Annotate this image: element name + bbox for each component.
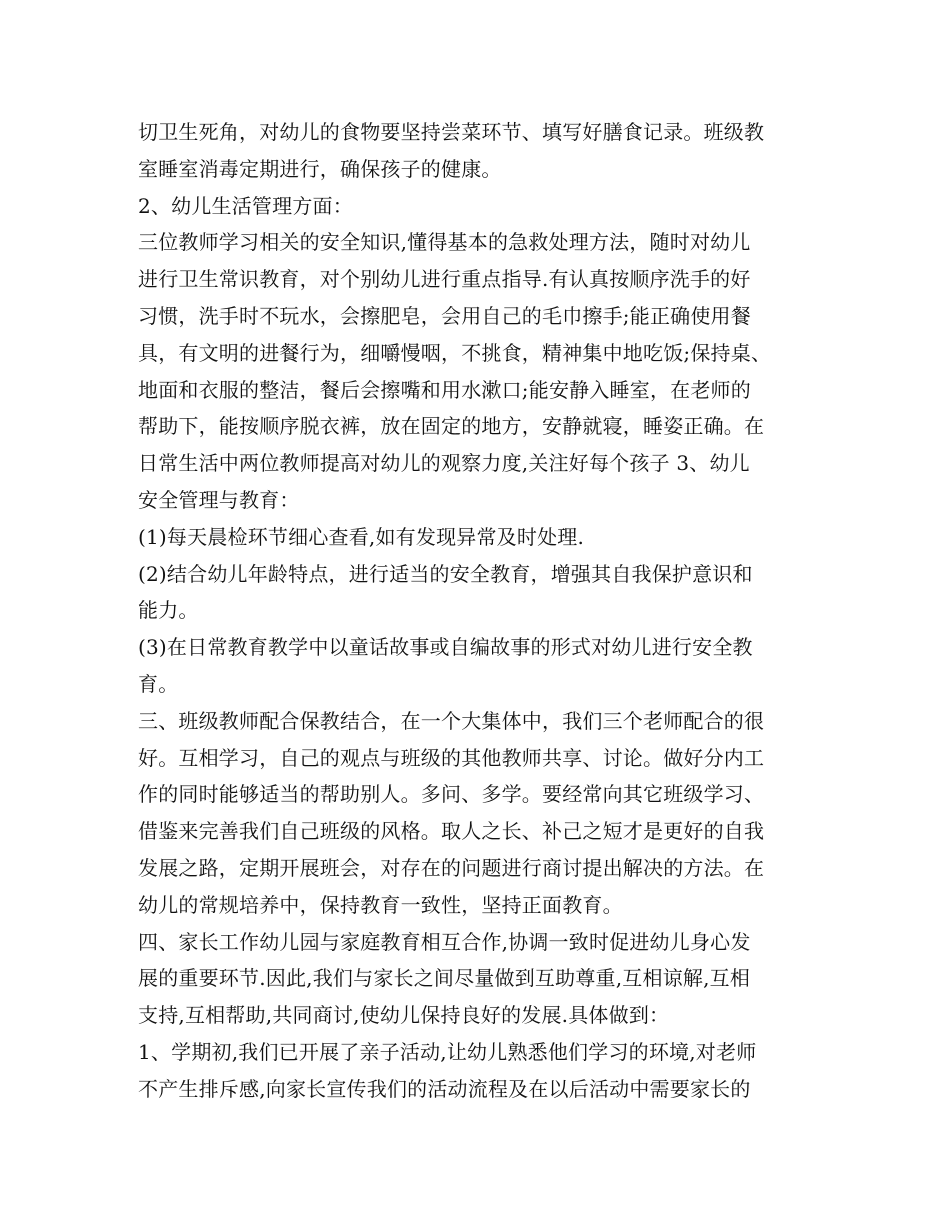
text-line: 不产生排斥感,向家长宣传我们的活动流程及在以后活动中需要家长的	[138, 1076, 751, 1101]
text-line: 室睡室消毒定期进行，确保孩子的健康。	[138, 156, 502, 181]
text-line: 进行卫生常识教育，对个别幼儿进行重点指导.有认真按顺序洗手的好	[138, 267, 751, 292]
list-item: 1、学期初,我们已开展了亲子活动,让幼儿熟悉他们学习的环境,对老师	[138, 1039, 757, 1064]
text-line: 借鉴来完善我们自己班级的风格。取人之长、补己之短才是更好的自我	[138, 819, 765, 844]
list-item: (1)每天晨检环节细心查看,如有发现异常及时处理.	[138, 524, 585, 549]
text-line: 日常生活中两位教师提高对幼儿的观察力度,关注好每个孩子 3、幼儿	[138, 451, 750, 476]
text-line: 展的重要环节.因此,我们与家长之间尽量做到互助尊重,互相谅解,互相	[138, 966, 751, 991]
text-line: 幼儿的常规培养中，保持教育一致性，坚持正面教育。	[138, 892, 623, 917]
list-item: (2)结合幼儿年龄特点，进行适当的安全教育，增强其自我保护意识和	[138, 561, 753, 586]
text-line: 作的同时能够适当的帮助别人。多问、多学。要经常向其它班级学习、	[138, 782, 765, 807]
text-line: 育。	[138, 671, 179, 696]
text-line: 支持,互相帮助,共同商讨,使幼儿保持良好的发展.具体做到：	[138, 1003, 670, 1028]
section-heading: 四、家长工作幼儿园与家庭教育相互合作,协调一致时促进幼儿身心发	[138, 929, 751, 954]
list-item: (3)在日常教育教学中以童话故事或自编故事的形式对幼儿进行安全教	[138, 635, 753, 660]
text-line: 发展之路，定期开展班会，对存在的问题进行商讨提出解决的方法。在	[138, 855, 765, 880]
text-line: 习惯，洗手时不玩水，会擦肥皂，会用自己的毛巾擦手;能正确使用餐	[138, 303, 751, 328]
text-line: 安全管理与教育：	[138, 487, 300, 512]
text-line: 能力。	[138, 598, 199, 623]
section-heading: 三、班级教师配合保教结合，在一个大集体中，我们三个老师配合的很	[138, 708, 765, 733]
text-line: 三位教师学习相关的安全知识,懂得基本的急救处理方法，随时对幼儿	[138, 230, 751, 255]
text-line: 地面和衣服的整洁，餐后会擦嘴和用水漱口;能安静入睡室，在老师的	[138, 377, 751, 402]
text-line: 帮助下，能按顺序脱衣裤，放在固定的地方，安静就寝，睡姿正确。在	[138, 414, 765, 439]
text-line: 好。互相学习，自己的观点与班级的其他教师共享、讨论。做好分内工	[138, 745, 765, 770]
document-body	[138, 114, 828, 1108]
text-line: 切卫生死角，对幼儿的食物要坚持尝菜环节、填写好膳食记录。班级教	[138, 120, 765, 144]
text-line: 具，有文明的进餐行为，细嚼慢咽，不挑食，精神集中地吃饭;保持桌、	[138, 340, 772, 365]
section-heading: 2、幼儿生活管理方面：	[138, 193, 353, 218]
